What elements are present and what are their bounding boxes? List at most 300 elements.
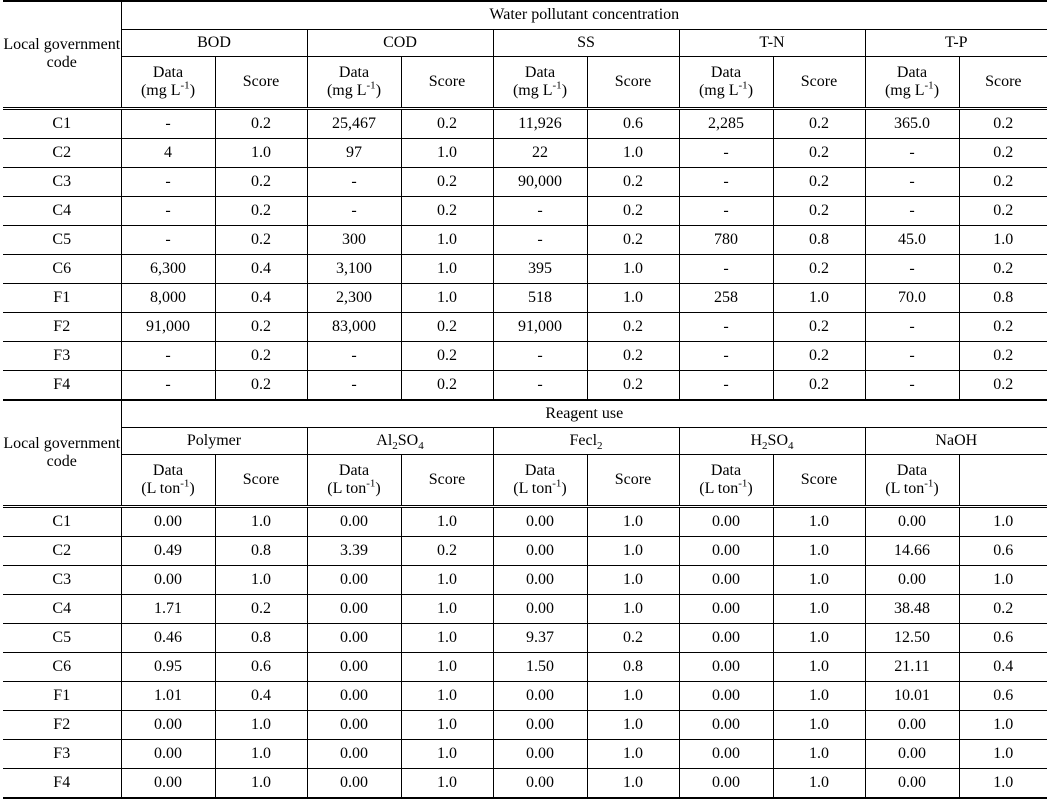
unit-close: )	[747, 81, 754, 99]
data-cell: 0.00	[121, 769, 215, 799]
data-cell: -	[679, 167, 773, 196]
score-cell: 0.2	[215, 225, 307, 254]
data-cell: 0.00	[679, 537, 773, 566]
score-cell: 1.0	[587, 507, 679, 537]
score-cell: 1.0	[587, 682, 679, 711]
subscript: 4	[788, 440, 794, 453]
data-label: Data	[710, 63, 742, 81]
score-cell: 1.0	[773, 283, 865, 312]
score-cell: 0.2	[959, 312, 1047, 341]
table-row	[3, 370, 1047, 400]
data-cell: 0.95	[121, 653, 215, 682]
data-cell: -	[307, 196, 401, 225]
score-cell: 0.2	[587, 312, 679, 341]
data-cell: 0.00	[307, 624, 401, 653]
group-title-cell	[121, 1, 1047, 29]
row-code: F3	[3, 740, 121, 769]
score-label: Score	[242, 471, 280, 488]
data-unit-header	[865, 455, 959, 507]
score-header	[959, 455, 1047, 507]
unit-text: (L ton	[699, 480, 739, 497]
score-header	[587, 56, 679, 108]
row-code: F3	[3, 341, 121, 370]
table-row	[3, 711, 1047, 740]
score-label: Score	[800, 72, 838, 90]
score-cell: 0.2	[401, 537, 493, 566]
score-cell: 1.0	[773, 537, 865, 566]
data-cell: 38.48	[865, 595, 959, 624]
data-cell: -	[493, 196, 587, 225]
score-cell: 0.2	[401, 167, 493, 196]
data-cell: 8,000	[121, 283, 215, 312]
unit-text: (mg L	[512, 81, 553, 99]
data-cell: -	[307, 341, 401, 370]
score-cell: 0.8	[959, 283, 1047, 312]
table-row	[3, 225, 1047, 254]
row-code: C5	[3, 225, 121, 254]
table-row	[3, 740, 1047, 769]
unit-text: (mg L	[884, 81, 925, 99]
score-cell: 0.8	[773, 225, 865, 254]
table-row	[3, 537, 1047, 566]
score-cell: 0.2	[401, 312, 493, 341]
parameter-header	[307, 29, 493, 56]
score-label: Score	[985, 72, 1022, 90]
row-header-label: Local government code	[3, 36, 121, 72]
table-row	[3, 507, 1047, 537]
score-label: Score	[614, 471, 652, 488]
data-cell: 0.00	[307, 595, 401, 624]
score-cell: 1.0	[587, 138, 679, 167]
score-label: Score	[800, 471, 838, 488]
data-cell: 0.00	[679, 769, 773, 799]
score-cell: 0.2	[587, 225, 679, 254]
data-cell: 21.11	[865, 653, 959, 682]
subscript: 2	[762, 440, 768, 453]
row-header-label: Local government code	[3, 434, 121, 470]
unit-close: )	[375, 480, 381, 497]
parameter-name-part: SO	[397, 432, 419, 449]
data-cell: 0.00	[307, 566, 401, 595]
table-row	[3, 595, 1047, 624]
group-title-cell	[121, 400, 1047, 428]
parameter-header-row	[3, 29, 1047, 56]
row-code: F1	[3, 682, 121, 711]
parameter-name: T-P	[945, 33, 968, 51]
score-cell: 0.2	[215, 341, 307, 370]
data-cell: -	[865, 341, 959, 370]
score-cell: 0.8	[587, 653, 679, 682]
score-cell: 0.2	[959, 341, 1047, 370]
parameter-header	[121, 428, 307, 455]
unit-exponent: -1	[552, 79, 562, 92]
score-cell: 1.0	[587, 537, 679, 566]
data-cell: -	[865, 196, 959, 225]
parameter-name: H	[750, 432, 763, 449]
data-cell: 6,300	[121, 254, 215, 283]
data-cell: -	[865, 312, 959, 341]
score-cell: 0.2	[959, 254, 1047, 283]
data-cell: 0.00	[493, 740, 587, 769]
data-cell: 11,926	[493, 108, 587, 138]
data-cell: 91,000	[121, 312, 215, 341]
score-cell: 1.0	[401, 740, 493, 769]
table-row	[3, 682, 1047, 711]
data-cell: -	[679, 370, 773, 400]
unit-close: )	[561, 480, 567, 497]
data-cell: 0.00	[679, 624, 773, 653]
subheader-row	[3, 56, 1047, 108]
parameter-header-row	[3, 428, 1047, 455]
data-unit-header	[307, 56, 401, 108]
unit-text: (L ton	[141, 480, 181, 497]
group-header-row	[3, 1, 1047, 29]
score-cell: 1.0	[401, 595, 493, 624]
score-cell: 1.0	[401, 566, 493, 595]
score-cell: 1.0	[401, 711, 493, 740]
data-cell: -	[493, 341, 587, 370]
score-cell: 1.0	[401, 507, 493, 537]
data-cell: 0.00	[865, 711, 959, 740]
data-cell: -	[121, 108, 215, 138]
parameter-name: COD	[383, 33, 417, 51]
data-cell: -	[121, 370, 215, 400]
data-cell: 0.00	[865, 769, 959, 799]
score-cell: 0.2	[215, 595, 307, 624]
unit-close: )	[189, 480, 195, 497]
data-cell: 3,100	[307, 254, 401, 283]
score-header	[215, 455, 307, 507]
row-code: C5	[3, 624, 121, 653]
data-cell: 0.00	[493, 769, 587, 799]
subscript: 2	[597, 440, 603, 453]
row-code: C6	[3, 254, 121, 283]
parameter-name: T-N	[759, 33, 785, 51]
data-cell: 0.00	[121, 507, 215, 537]
score-cell: 0.2	[959, 196, 1047, 225]
data-cell: -	[493, 370, 587, 400]
data-cell: 1.01	[121, 682, 215, 711]
score-cell: 0.6	[959, 537, 1047, 566]
data-cell: 1.71	[121, 595, 215, 624]
score-cell: 1.0	[587, 566, 679, 595]
parameter-name: NaOH	[935, 432, 978, 449]
score-cell: 0.6	[215, 653, 307, 682]
score-cell: 1.0	[401, 225, 493, 254]
data-cell: 4	[121, 138, 215, 167]
unit-exponent: -1	[366, 79, 376, 92]
data-cell: 780	[679, 225, 773, 254]
score-header	[401, 455, 493, 507]
table-row	[3, 138, 1047, 167]
data-cell: 14.66	[865, 537, 959, 566]
data-label: Data	[338, 63, 370, 81]
unit-close: )	[189, 81, 196, 99]
score-cell: 0.2	[401, 341, 493, 370]
score-header	[215, 56, 307, 108]
unit-close: )	[933, 480, 939, 497]
group-title: Reagent use	[545, 404, 624, 422]
score-label: Score	[428, 72, 466, 90]
score-cell: 0.2	[215, 196, 307, 225]
data-unit-header	[121, 455, 215, 507]
score-cell: 1.0	[215, 138, 307, 167]
score-cell: 1.0	[215, 711, 307, 740]
score-cell: 0.4	[215, 283, 307, 312]
data-unit-header	[865, 56, 959, 108]
score-cell: 1.0	[215, 507, 307, 537]
parameter-name: Fecl	[569, 432, 598, 449]
row-code: C1	[52, 114, 72, 132]
row-code: F1	[3, 283, 121, 312]
score-cell: 0.2	[959, 108, 1047, 138]
score-cell: 1.0	[959, 566, 1047, 595]
row-code: C3	[3, 566, 121, 595]
score-header	[773, 56, 865, 108]
data-cell: -	[121, 196, 215, 225]
data-cell: -	[679, 138, 773, 167]
score-cell: 0.2	[587, 196, 679, 225]
unit-exponent: -1	[180, 79, 190, 92]
data-cell: 0.00	[493, 682, 587, 711]
score-label: Score	[428, 471, 466, 488]
data-cell: 97	[307, 138, 401, 167]
data-cell: -	[121, 341, 215, 370]
data-cell: 0.46	[121, 624, 215, 653]
data-cell: -	[121, 225, 215, 254]
unit-exponent: -1	[552, 477, 562, 490]
parameter-header	[865, 29, 1047, 56]
table-row	[3, 254, 1047, 283]
data-cell: 0.00	[493, 595, 587, 624]
score-cell: 1.0	[587, 595, 679, 624]
score-cell: 1.0	[773, 653, 865, 682]
score-cell: 0.2	[959, 167, 1047, 196]
data-unit-header	[679, 56, 773, 108]
data-cell: 395	[493, 254, 587, 283]
unit-text: (mg L	[326, 81, 367, 99]
data-cell: 0.00	[865, 566, 959, 595]
score-cell: 0.4	[959, 653, 1047, 682]
score-cell: 1.0	[773, 595, 865, 624]
score-cell: 0.2	[773, 370, 865, 400]
score-cell: 1.0	[959, 769, 1047, 799]
unit-exponent: -1	[738, 79, 748, 92]
data-unit-header	[493, 455, 587, 507]
data-cell: 3.39	[307, 537, 401, 566]
unit-exponent: -1	[924, 79, 934, 92]
unit-close: )	[747, 480, 753, 497]
table-row	[3, 167, 1047, 196]
data-label: Data	[524, 63, 556, 81]
score-cell: 1.0	[401, 283, 493, 312]
data-cell: 70.0	[865, 283, 959, 312]
score-cell: 1.0	[401, 769, 493, 799]
score-cell: 0.2	[215, 108, 307, 138]
score-cell: 1.0	[401, 682, 493, 711]
score-header	[401, 56, 493, 108]
data-cell: -	[679, 196, 773, 225]
data-cell: -	[865, 370, 959, 400]
parameter-name: Al	[376, 432, 393, 449]
data-cell: 0.00	[307, 653, 401, 682]
data-cell: 0.00	[493, 537, 587, 566]
parameter-name: Polymer	[186, 432, 242, 449]
parameter-header	[865, 428, 1047, 455]
score-cell: 0.2	[215, 370, 307, 400]
score-cell: 1.0	[401, 138, 493, 167]
score-cell: 1.0	[215, 566, 307, 595]
data-cell: 0.00	[493, 566, 587, 595]
score-cell: 0.2	[959, 138, 1047, 167]
score-cell: 1.0	[773, 507, 865, 537]
data-cell: 25,467	[307, 108, 401, 138]
score-cell: 1.0	[773, 566, 865, 595]
row-code: C2	[3, 537, 121, 566]
unit-exponent: -1	[366, 477, 376, 490]
data-cell: 22	[493, 138, 587, 167]
data-cell: 0.00	[865, 507, 959, 537]
data-cell: -	[493, 225, 587, 254]
data-unit-header	[493, 56, 587, 108]
unit-text: (mg L	[698, 81, 739, 99]
data-cell: 258	[679, 283, 773, 312]
data-cell: 0.00	[493, 711, 587, 740]
unit-close: )	[375, 81, 382, 99]
data-cell: 0.00	[121, 740, 215, 769]
row-code: C4	[3, 196, 121, 225]
data-cell: -	[679, 312, 773, 341]
data-cell: 300	[307, 225, 401, 254]
data-label: Data	[896, 462, 928, 479]
score-cell: 0.6	[959, 624, 1047, 653]
score-header	[959, 56, 1047, 108]
parameter-header	[493, 29, 679, 56]
score-cell: 1.0	[401, 653, 493, 682]
data-cell: 0.00	[307, 682, 401, 711]
data-cell: 9.37	[493, 624, 587, 653]
table-row	[3, 653, 1047, 682]
row-code: C2	[3, 138, 121, 167]
data-cell: 365.0	[865, 108, 959, 138]
table-row	[3, 108, 1047, 138]
score-header	[587, 455, 679, 507]
score-cell: 0.2	[587, 624, 679, 653]
score-cell: 1.0	[587, 254, 679, 283]
data-cell: 83,000	[307, 312, 401, 341]
data-label: Data	[896, 63, 928, 81]
data-cell: 12.50	[865, 624, 959, 653]
data-cell: 0.00	[307, 740, 401, 769]
score-cell: 1.0	[587, 769, 679, 799]
parameter-header	[679, 428, 865, 455]
data-cell: 0.00	[307, 769, 401, 799]
unit-text: (L ton	[327, 480, 367, 497]
data-label: Data	[524, 462, 556, 479]
data-cell: -	[865, 254, 959, 283]
score-cell: 0.2	[773, 108, 865, 138]
unit-close: )	[561, 81, 568, 99]
data-cell: 2,300	[307, 283, 401, 312]
data-cell: 0.49	[121, 537, 215, 566]
data-unit-header	[307, 455, 401, 507]
score-cell: 1.0	[773, 624, 865, 653]
data-cell: 91,000	[493, 312, 587, 341]
data-cell: -	[679, 341, 773, 370]
data-cell: 10.01	[865, 682, 959, 711]
data-cell: 0.00	[679, 595, 773, 624]
parameter-header	[679, 29, 865, 56]
score-cell: 0.2	[215, 167, 307, 196]
score-cell: 1.0	[773, 682, 865, 711]
score-cell: 0.8	[215, 624, 307, 653]
data-cell: 0.00	[307, 711, 401, 740]
data-cell: 0.00	[679, 653, 773, 682]
data-cell: 518	[493, 283, 587, 312]
score-cell: 0.2	[401, 196, 493, 225]
score-cell: 0.2	[587, 167, 679, 196]
data-cell: 0.00	[679, 711, 773, 740]
parameter-name: SS	[577, 33, 595, 51]
score-cell: 1.0	[959, 740, 1047, 769]
table-row	[3, 196, 1047, 225]
data-cell: 0.00	[307, 507, 401, 537]
score-cell: 1.0	[401, 254, 493, 283]
table-row	[3, 566, 1047, 595]
data-cell: -	[307, 370, 401, 400]
group-header-row	[3, 400, 1047, 428]
data-label: Data	[710, 462, 742, 479]
data-label: Data	[152, 462, 184, 479]
table-row	[3, 769, 1047, 799]
subheader-row	[3, 455, 1047, 507]
unit-exponent: -1	[924, 477, 934, 490]
score-cell: 0.2	[401, 370, 493, 400]
row-code: C1	[52, 513, 72, 530]
score-cell: 0.2	[587, 370, 679, 400]
score-cell: 1.0	[215, 740, 307, 769]
parameter-header	[121, 29, 307, 56]
score-cell: 0.6	[587, 108, 679, 138]
score-cell: 0.4	[215, 254, 307, 283]
score-cell: 1.0	[215, 769, 307, 799]
table-row	[3, 624, 1047, 653]
unit-close: )	[933, 81, 940, 99]
row-code: F2	[3, 711, 121, 740]
row-code: C4	[3, 595, 121, 624]
data-cell: 0.00	[865, 740, 959, 769]
score-cell: 0.2	[401, 108, 493, 138]
score-cell: 0.2	[959, 370, 1047, 400]
data-cell: 0.00	[679, 682, 773, 711]
data-label: Data	[152, 63, 184, 81]
score-cell: 0.2	[773, 167, 865, 196]
score-cell: 1.0	[587, 283, 679, 312]
data-cell: 0.00	[679, 507, 773, 537]
table-row	[3, 341, 1047, 370]
data-unit-header	[679, 455, 773, 507]
data-cell: 2,285	[679, 108, 773, 138]
score-cell: 1.0	[959, 507, 1047, 537]
row-code: F4	[3, 769, 121, 799]
row-header-cell	[3, 1, 121, 108]
data-cell: 90,000	[493, 167, 587, 196]
data-label: Data	[338, 462, 370, 479]
unit-text: (L ton	[513, 480, 553, 497]
parameter-name-part: SO	[767, 432, 788, 449]
score-cell: 0.2	[773, 196, 865, 225]
score-cell: 1.0	[587, 740, 679, 769]
